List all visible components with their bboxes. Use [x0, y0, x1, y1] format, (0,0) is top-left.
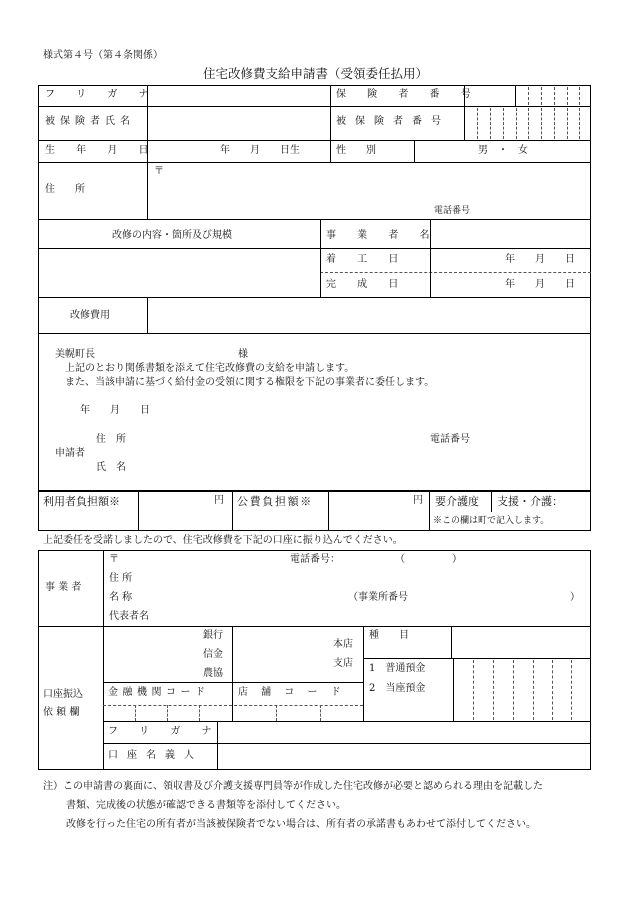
branch-code-label: 店 舗 コ ー ド — [238, 687, 346, 698]
address-label: 住 所 — [45, 184, 85, 195]
phone-label: 電話番号 — [434, 206, 471, 216]
insured-number-label: 被保険者番号 — [336, 116, 450, 127]
user-burden-label: 利用者負担額※ — [43, 495, 120, 508]
branch-option[interactable]: 支店 — [333, 658, 353, 669]
contractor-name-label2: 名 称 — [109, 592, 133, 603]
support-care-label: 支援・介護： — [497, 495, 563, 508]
start-date-value[interactable]: 年 月 日 — [505, 254, 575, 265]
bank-option[interactable]: 銀行 — [203, 630, 223, 641]
account-holder-label: 口座名義人 — [108, 750, 203, 761]
insured-name-label: 被保険者氏名 — [45, 116, 135, 127]
declaration-line1: 上記のとおり関係書類を添えて住宅改修費の支給を申請します。 — [65, 363, 355, 374]
dob-label: 生 年 月 日 — [45, 145, 158, 156]
contractor-label: 事 業 者 — [45, 582, 82, 593]
bank-transfer-label1: 口座振込 — [43, 689, 83, 700]
head-office-option[interactable]: 本店 — [333, 639, 353, 650]
start-date-label: 着 工 日 — [326, 254, 408, 265]
postal-mark: 〒 — [154, 166, 164, 177]
shinkin-option[interactable]: 信金 — [203, 649, 223, 660]
completion-date-label: 完 成 日 — [326, 279, 408, 290]
contractor-address-label: 住 所 — [109, 573, 133, 584]
town-use-note: ※この欄は町で記入します。 — [433, 516, 550, 526]
bank-transfer-table — [38, 627, 591, 770]
honorific: 様 — [238, 349, 248, 360]
note-line1: 注）この申請書の裏面に、領収書及び介護支援専門員等が作成した住宅改修が必要と認められる理由を記載した — [43, 781, 543, 792]
insurer-number-label: 保 険 者 番 号 — [336, 89, 480, 100]
note-line3: 改修を行った住宅の所有者が当該被保険者でない場合は、所有者の承諾書もあわせて添付してください。 — [66, 819, 536, 830]
work-content-label: 改修の内容・箇所及び規模 — [112, 230, 232, 241]
representative-label: 代表者名 — [109, 611, 149, 622]
user-burden-yen: 円 — [214, 495, 224, 506]
applicant-phone-label: 電話番号 — [430, 434, 470, 445]
applicant-label: 申請者 — [55, 448, 85, 459]
cost-label: 改修費用 — [70, 310, 110, 321]
completion-date-value[interactable]: 年 月 日 — [505, 279, 575, 290]
mayor-label: 美幌町長 — [55, 349, 95, 360]
applicant-address-label: 住 所 — [96, 434, 126, 445]
sex-options[interactable]: 男 ・ 女 — [478, 145, 528, 156]
office-number-label: （事業所番号 — [348, 592, 408, 603]
page-title: 住宅改修費支給申請書（受領委任払用） — [203, 66, 429, 81]
phone-paren-open: （ — [395, 554, 405, 565]
contractor-postal-mark: 〒 — [109, 554, 119, 565]
office-number-close: ） — [570, 592, 580, 603]
delegation-text: 上記委任を受諾しましたので、住宅改修費を下記の口座に振り込んでください。 — [43, 535, 403, 546]
savings-option[interactable]: 1 普通預金 — [369, 663, 426, 674]
checking-option[interactable]: 2 当座預金 — [369, 683, 426, 694]
contractor-name-label: 事 業 者 名 — [326, 230, 439, 241]
bank-transfer-label2: 依 頼 欄 — [43, 707, 80, 718]
applicant-name-label: 氏 名 — [96, 462, 126, 473]
contractor-phone-label: 電話番号： — [290, 554, 340, 565]
holder-furigana-label: フ リ ガ ナ — [108, 726, 221, 737]
nokyo-option[interactable]: 農協 — [203, 668, 223, 679]
public-burden-label: 公費負担額※ — [237, 495, 313, 508]
care-level-label: 要介護度 — [435, 495, 479, 508]
sex-label: 性 別 — [336, 145, 376, 156]
account-type-label: 種 目 — [369, 630, 409, 641]
form-number: 様式第４号（第４条関係） — [43, 50, 163, 61]
declaration-line2: また、当該申請に基づく給付金の受領に関する権限を下記の事業者に委任します。 — [65, 377, 435, 388]
bank-code-label: 金融機関コード — [108, 687, 210, 698]
furigana-label: フ リ ガ ナ — [45, 89, 158, 100]
dob-value[interactable]: 年 月 日生 — [220, 145, 300, 156]
phone-paren-close: ） — [452, 554, 462, 565]
public-burden-yen: 円 — [413, 495, 423, 506]
note-line2: 書類、完成後の状態が確認できる書類等を添付してください。 — [66, 800, 346, 811]
declaration-date[interactable]: 年 月 日 — [80, 405, 150, 416]
